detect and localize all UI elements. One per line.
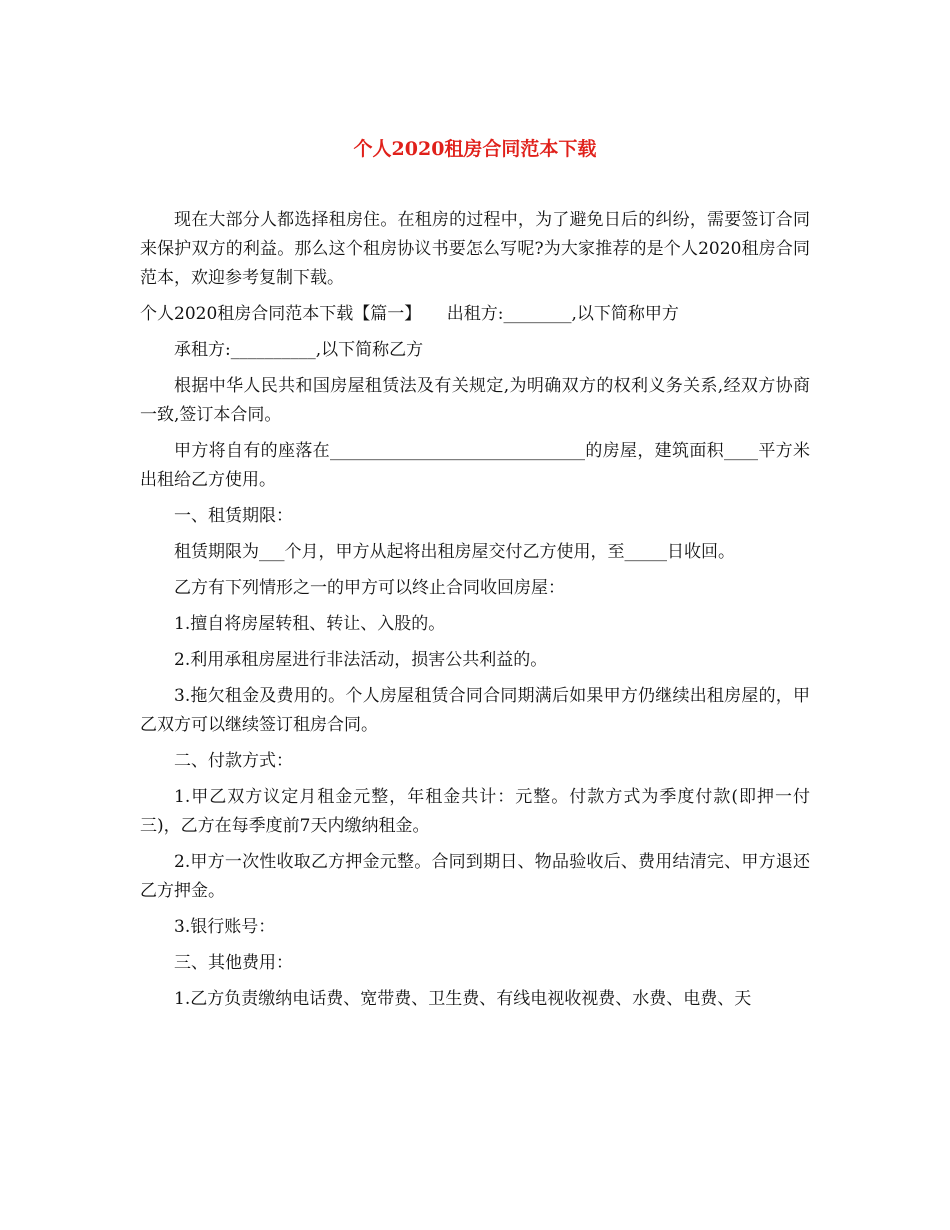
paragraph-other-fees-1: 1.乙方负责缴纳电话费、宽带费、卫生费、有线电视收视费、水费、电费、天 (174, 989, 752, 1009)
document-title: 个人2020租房合同范本下载 (353, 138, 597, 160)
paragraph-property: 甲方将自有的座落在______________________________的房屋，建筑面积____平方米出租给乙方使用。 (140, 441, 810, 490)
paragraph-clause-1: 1.擅自将房屋转租、转让、入股的。 (174, 614, 446, 634)
paragraph-term: 租赁期限为___个月，甲方从起将出租房屋交付乙方使用，至_____日收回。 (174, 542, 735, 562)
paragraph-payment-1: 1.甲乙双方议定月租金元整，年租金共计：元整。付款方式为季度付款(即押一付三)，乙方在每季度前7天内缴纳租金。 (140, 787, 810, 836)
paragraph-clause-3: 3.拖欠租金及费用的。个人房屋租赁合同合同期满后如果甲方仍继续出租房屋的，甲乙双方可以继续签订租房合同。 (140, 686, 810, 735)
paragraph-intro: 现在大部分人都选择租房住。在租房的过程中，为了避免日后的纠纷，需要签订合同来保护双方的利益。那么这个租房协议书要怎么写呢?为大家推荐的是个人2020租房合同范本，欢迎参考复制下载。 (140, 210, 810, 288)
paragraph-section-heading-lessor: 个人2020租房合同范本下载【篇一】 出租方:________,以下简称甲方 (140, 304, 679, 324)
paragraph-heading-payment: 二、付款方式： (174, 751, 293, 771)
paragraph-heading-other-fees: 三、其他费用： (174, 953, 293, 973)
paragraph-lessee: 承租方:__________,以下简称乙方 (174, 340, 424, 360)
paragraph-termination: 乙方有下列情形之一的甲方可以终止合同收回房屋： (174, 578, 565, 598)
paragraph-payment-2: 2.甲方一次性收取乙方押金元整。合同到期日、物品验收后、费用结清完、甲方退还乙方押金。 (140, 852, 810, 901)
paragraph-legal-basis: 根据中华人民共和国房屋租赁法及有关规定,为明确双方的权利义务关系,经双方协商一致,签订本合同。 (140, 376, 810, 425)
paragraph-heading-term: 一、租赁期限： (174, 506, 293, 526)
document-body (140, 206, 810, 1021)
paragraph-payment-3: 3.银行账号： (174, 917, 276, 937)
paragraph-clause-2: 2.利用承租房屋进行非法活动，损害公共利益的。 (174, 650, 548, 670)
